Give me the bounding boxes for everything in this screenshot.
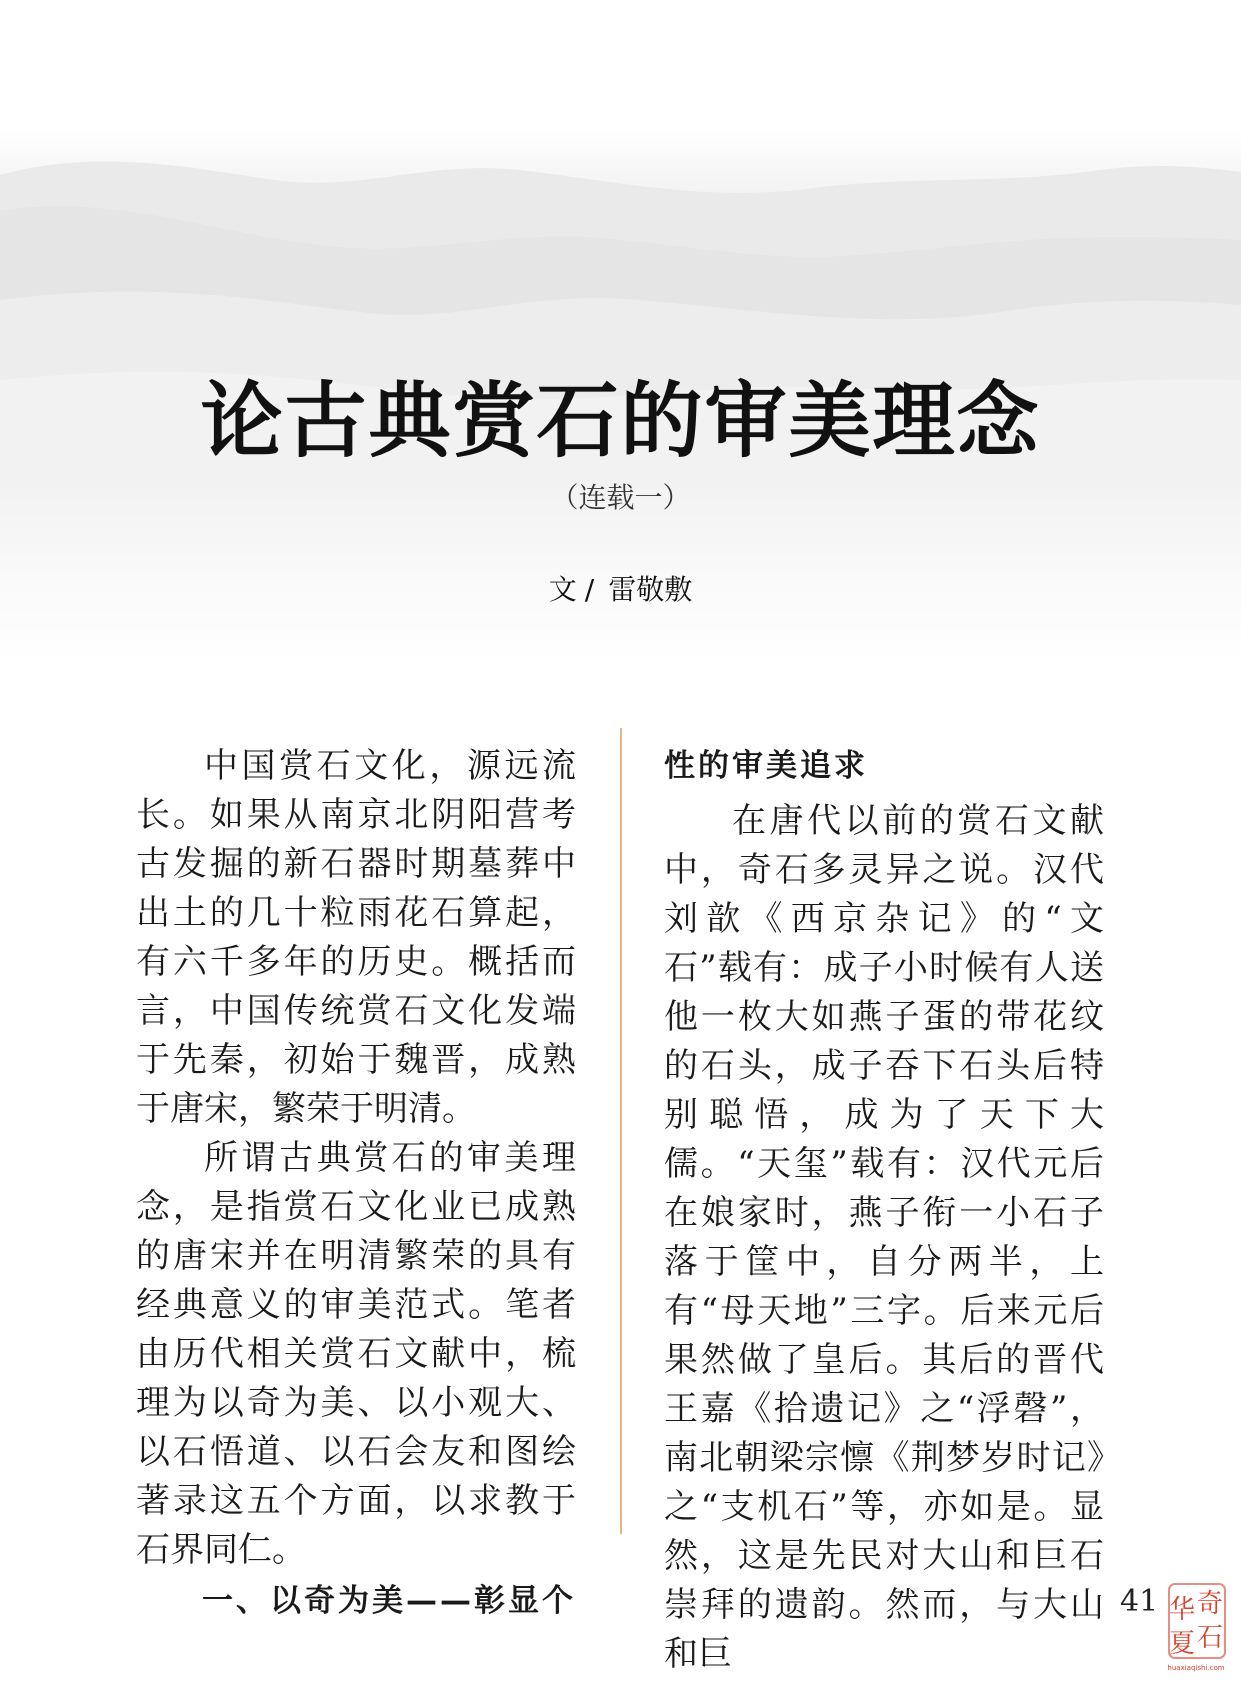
section-heading: 一、以奇为美——彰显个	[202, 1583, 576, 1619]
watermark-seal-logo	[1163, 1582, 1229, 1674]
svg-text:奇: 奇	[1196, 1589, 1224, 1619]
right-column	[664, 742, 1104, 1679]
byline-separator: /	[584, 573, 595, 606]
svg-text:huaxiaqishi.com: huaxiaqishi.com	[1167, 1664, 1225, 1672]
svg-text:华: 华	[1168, 1595, 1196, 1625]
byline-prefix: 文	[548, 573, 577, 606]
body-paragraph: 所谓古典赏石的审美理念，是指赏石文化业已成熟的唐宋并在明清繁荣的具有经典意义的审美范式。笔者由历代相关赏石文献中，梳理为以奇为美、以小观大、以石悟道、以石会友和图绘著录这五个方面，以求教于石界同仁。	[136, 1138, 576, 1570]
hero-banner	[0, 0, 1241, 660]
section-heading-continued: 性的审美追求	[664, 748, 868, 784]
article-title: 论古典赏石的审美理念	[200, 373, 1041, 469]
column-divider	[620, 728, 622, 1534]
author-name: 雷敬敷	[608, 573, 693, 606]
body-paragraph: 在唐代以前的赏石文献中，奇石多灵异之说。汉代刘歆《西京杂记》的“文石”载有：成子小时候有人送他一枚大如燕子蛋的带花纹的石头，成子吞下石头后特别聪悟，成为了天下大儒。“天玺”载有：汉代元后在娘家时，燕子衔一小石子落于筐中，自分两半，上有“母天地”三字。后来元后果然做了皇后。其后的晋代王嘉《拾遗记》之“浮磬”，南北朝梁宗懔《荆梦岁时记》之“支机石”等，亦如是。显然，这是先民对大山和巨石崇拜的遗韵。然而，与大山和巨	[664, 801, 1104, 1674]
svg-text:石: 石	[1196, 1623, 1224, 1653]
byline	[0, 568, 1241, 608]
article-subtitle: （连载一）	[550, 481, 691, 514]
left-column	[136, 742, 576, 1626]
page-number: 41	[1120, 1584, 1159, 1619]
svg-text:夏: 夏	[1168, 1629, 1196, 1659]
misty-mountains-image	[0, 0, 1241, 660]
body-paragraph: 中国赏石文化，源远流长。如果从南京北阴阳营考古发掘的新石器时期墓葬中出土的几十粒雨花石算起，有六千多年的历史。概括而言，中国传统赏石文化发端于先秦，初始于魏晋，成熟于唐宋，繁荣于明清。	[136, 746, 576, 1129]
